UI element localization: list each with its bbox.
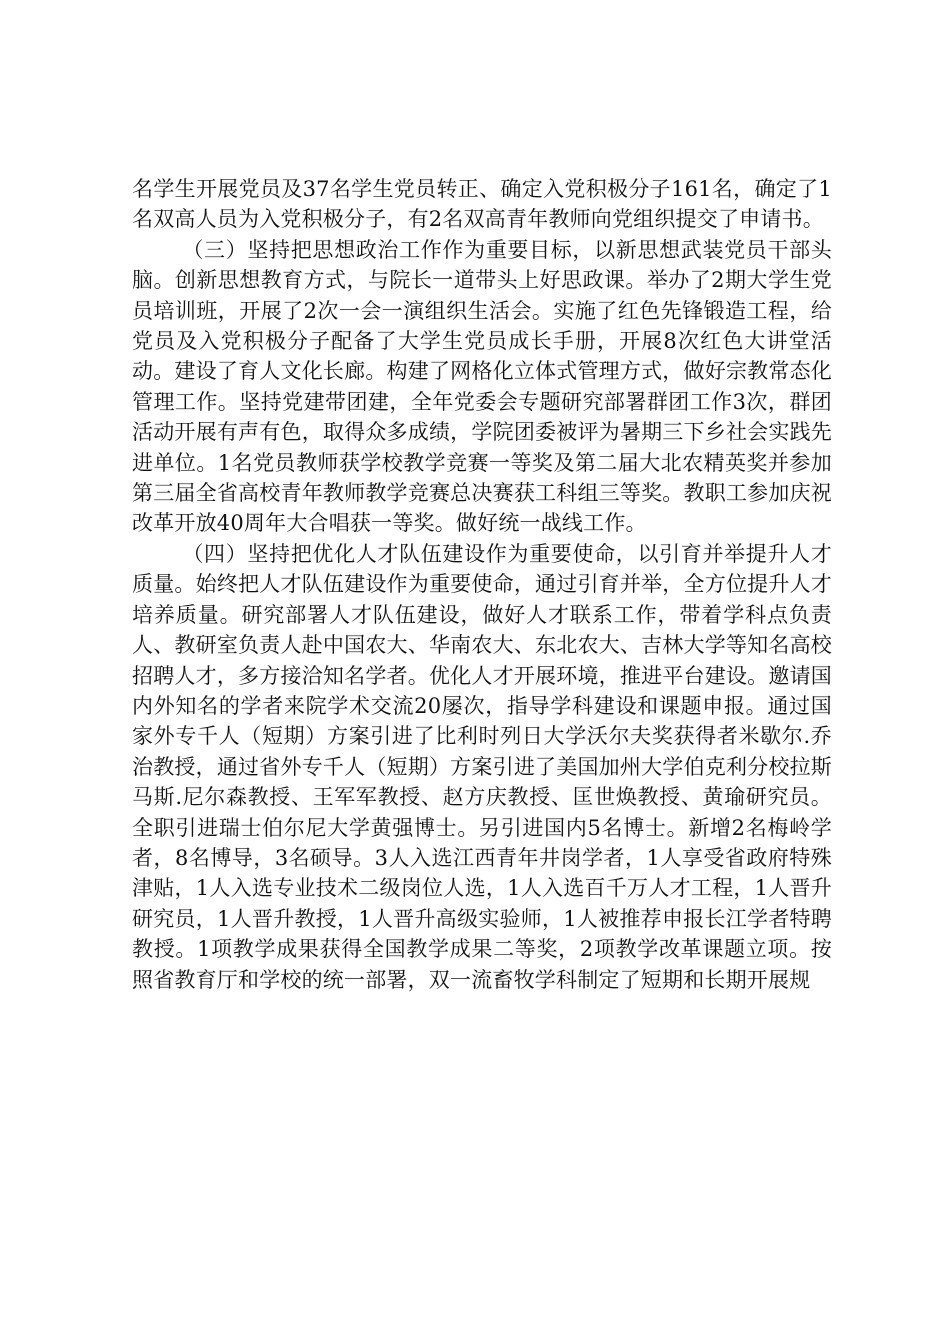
paragraph-talent-team: （四）坚持把优化人才队伍建设作为重要使命，以引育并举提升人才质量。始终把人才队伍建设作为重要使命，通过引育并举，全方位提升人才培养质量。研究部署人才队伍建设，做好人才联系工作，带着学科点负责人、教研室负责人赴中国农大、华南农大、东北农大、吉林大学等知名高校招聘人才，多方接洽知名学者。优化人才开展环境，推进平台建设。邀请国内外知名的学者来院学术交流20屡次，指导学科建设和课题申报。通过国家外专千人（短期）方案引进了比利时列日大学沃尔夫奖获得者米歇尔.乔治教授，通过省外专千人（短期）方案引进了美国加州大学伯克利分校拉斯马斯.尼尔森教授、王军军教授、赵方庆教授、匡世焕教授、黄瑜研究员。全职引进瑞士伯尔尼大学黄强博士。另引进国内5名博士。新增2名梅岭学者，8名博导，3名硕导。3人入选江西青年井岗学者，1人享受省政府特殊津贴，1人入选专业技术二级岗位人选，1人入选百千万人才工程，1人晋升研究员，1人晋升教授，1人晋升高级实验师，1人被推荐申报长江学者特聘教授。1项教学成果获得全国教学成果二等奖，2项教学改革课题立项。按照省教育厅和学校的统一部署，双一流畜牧学科制定了短期和长期开展规 bbox=[132, 541, 832, 992]
paragraph-party-members: 名学生开展党员及37名学生党员转正、确定入党积极分子161名，确定了1名双高人员为入党积极分子，有2名双高青年教师向党组织提交了申请书。 bbox=[132, 177, 832, 232]
paragraph-ideological-work: （三）坚持把思想政治工作作为重要目标，以新思想武装党员干部头脑。创新思想教育方式，与院长一道带头上好思政课。举办了2期大学生党员培训班，开展了2次一会一演组织生活会。实施了红色先锋锻造工程，给党员及入党积极分子配备了大学生党员成长手册，开展8次红色大讲堂活动。建设了育人文化长廊。构建了网格化立体式管理方式，做好宗教常态化管理工作。坚持党建带团建，全年党委会专题研究部署群团工作3次，群团活动开展有声有色，取得众多成绩，学院团委被评为暑期三下乡社会实践先进单位。1名党员教师获学校教学竞赛一等奖及第二届大北农精英奖并参加第三届全省高校青年教师教学竞赛总决赛获工科组三等奖。教职工参加庆祝改革开放40周年大合唱获一等奖。做好统一战线工作。 bbox=[132, 237, 832, 536]
document-body bbox=[132, 174, 832, 995]
